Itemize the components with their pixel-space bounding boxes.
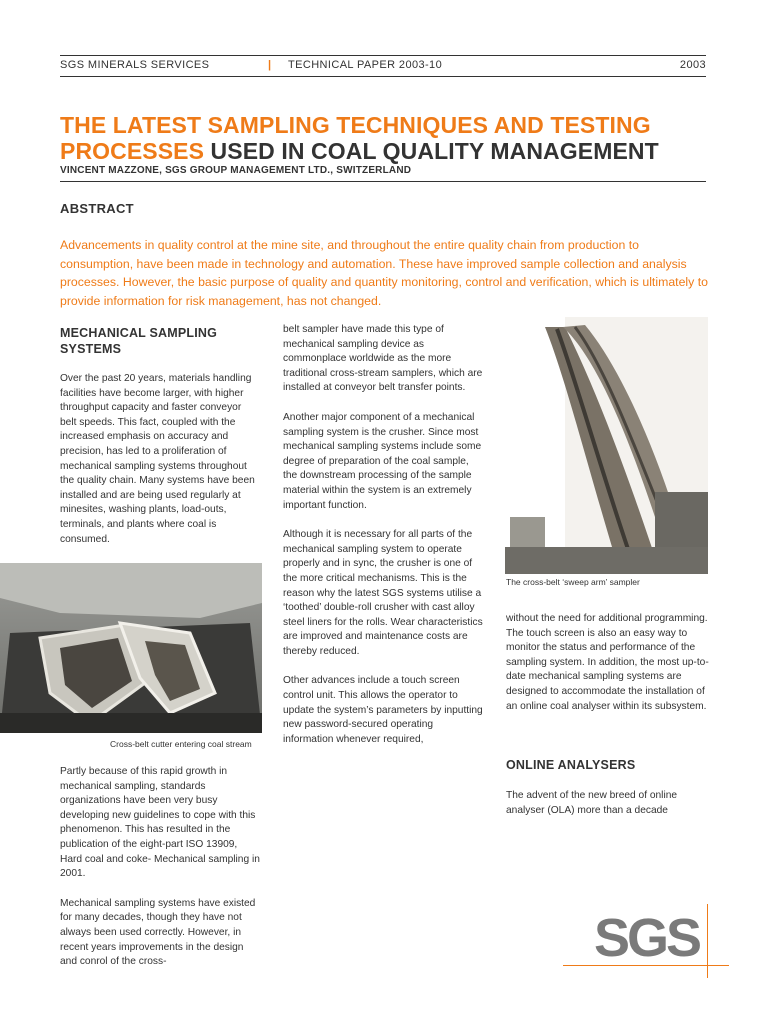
column-2 — [283, 323, 483, 762]
column-3-top — [506, 612, 711, 729]
paragraph: Although it is necessary for all parts of the mechanical sampling system to operate properly and in sync, the crusher is one of the more critical mechanisms. This is the reason why the latest SGS systems utilise a ‘toothed’ double-roll crusher with cast alloy steel liners for the rolls. Wear characteristics are improved and maintenance costs are thereby reduced. — [283, 529, 483, 657]
column-1-bottom — [60, 765, 260, 985]
title-rule — [60, 181, 706, 182]
paragraph: belt sampler have made this type of mechanical sampling device as commonplace worldwide as the more traditional cross-stream samplers, which are installed at conveyor belt transfer points. — [283, 324, 483, 394]
photo-cross-belt-cutter — [0, 563, 262, 733]
logo-vertical-rule — [707, 904, 708, 978]
header-org: SGS MINERALS SERVICES — [60, 59, 210, 71]
paragraph: Partly because of this rapid growth in mechanical sampling, standards organizations have been very busy developing new guidelines to cope with this phenomenon. This has resulted in the publication of the eight-part ISO 13909, Hard coal and coke- Mechanical sampling in 2001. — [60, 766, 260, 880]
header-top-rule — [60, 55, 706, 56]
paper-title — [60, 112, 720, 164]
title-line-2-rest: USED IN COAL QUALITY MANAGEMENT — [204, 138, 659, 164]
sgs-logo: SGS — [594, 908, 700, 968]
abstract-text: Advancements in quality control at the mine site, and throughout the entire quality chain from production to consumption, have been made in technology and automation. These have improved sample collection and analysis processes. However, the basic purpose of quality and quantity monitoring, control and verification, which is ultimately to provide information for risk management, has not changed. — [60, 238, 708, 308]
header-separator: | — [268, 59, 272, 71]
column-1-top — [60, 372, 260, 562]
title-line-1: THE LATEST SAMPLING TECHNIQUES AND TESTING — [60, 112, 651, 138]
column-3-bottom — [506, 789, 711, 833]
running-header — [60, 59, 706, 73]
paragraph: Mechanical sampling systems have existed for many decades, though they have not always been used correctly. However, in recent years improvements in the design and conrol of the cross- — [60, 897, 256, 968]
abstract-heading: ABSTRACT — [60, 201, 134, 216]
section-heading-mechanical-sampling — [60, 325, 217, 357]
paragraph: Other advances include a touch screen control unit. This allows the operator to update the system’s parameters by inputting new password-secured operating information whenever required, — [283, 675, 483, 745]
figure-caption-1: Cross-belt cutter entering coal stream — [110, 739, 252, 749]
title-line-2-highlight: PROCESSES — [60, 138, 205, 164]
paragraph: Another major component of a mechanical sampling system is the crusher. Since most mechanical sampling systems include some degree of preparation of the coal sample, the downstream processing of the sample material within the system is an extremely important function. — [283, 411, 482, 511]
section-heading-line-2: SYSTEMS — [60, 342, 122, 356]
photo-sweep-arm-sampler — [505, 317, 708, 574]
author-line: VINCENT MAZZONE, SGS GROUP MANAGEMENT LTD., SWITZERLAND — [60, 165, 412, 176]
header-bottom-rule — [60, 76, 706, 77]
header-year: 2003 — [679, 59, 706, 71]
paragraph: The advent of the new breed of online analyser (OLA) more than a decade — [506, 790, 678, 816]
paragraph: without the need for additional programming. The touch screen is also an easy way to monitor the status and performance of the sampling system. In addition, the most up-to-date mechanical sampling systems are designed to accommodate the installation of an online coal analyser within its subsystem. — [506, 613, 709, 712]
section-heading-online-analysers: ONLINE ANALYSERS — [506, 758, 636, 772]
figure-caption-2: The cross-belt ‘sweep arm’ sampler — [506, 577, 640, 587]
paragraph: Over the past 20 years, materials handling facilities have become larger, with higher throughput capacity and faster conveyor belt speeds. This fact, coupled with the increased emphasis on accuracy and precision, has led to a proliferation of mechanical sampling systems throughout the quality chain. Many systems have been installed and are being used regularly at minesites, washing plants, load-outs, terminals, and plants where coal is consumed. — [60, 373, 255, 545]
section-heading-line-1: MECHANICAL SAMPLING — [60, 326, 218, 340]
header-paper-id: TECHNICAL PAPER 2003-10 — [288, 59, 443, 71]
